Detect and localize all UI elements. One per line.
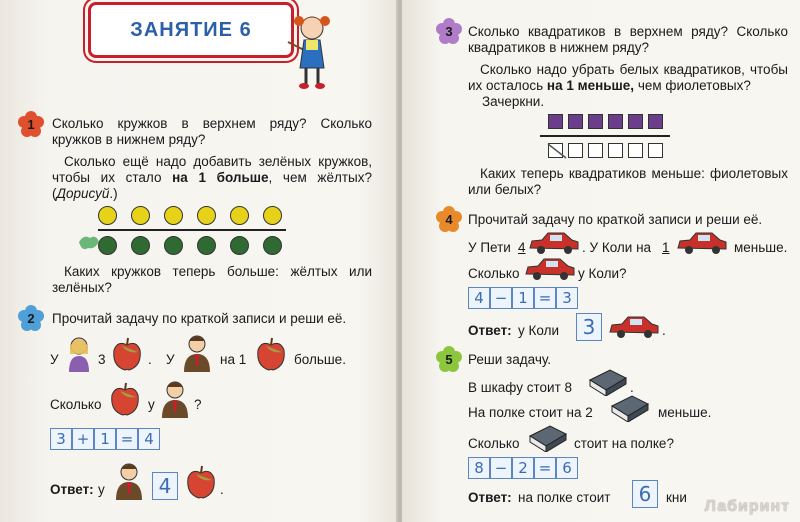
green-circle [164, 236, 183, 255]
solution-cell: 1 [94, 428, 116, 450]
question-mark: ? [194, 397, 202, 412]
girl-pointer-illustration [286, 6, 336, 96]
answer-box: 4 [152, 472, 178, 500]
cross-out-mark [546, 140, 568, 162]
task-4-number: 4 [445, 211, 453, 227]
white-square [568, 143, 583, 158]
task-3-final-question: Каких теперь квадратиков меньше: фиолетовых или белых? [468, 166, 788, 197]
text-na-1: на 1 [220, 352, 247, 367]
answer-label: Ответ: [50, 482, 94, 497]
left-page [0, 0, 398, 522]
yellow-circle [98, 206, 117, 225]
task-3-number: 3 [445, 23, 453, 39]
text-how-many: Сколько [50, 397, 102, 412]
solution-cell: = [116, 428, 138, 450]
period: . [630, 380, 634, 395]
girl-avatar-icon [64, 334, 94, 372]
boy-avatar-icon [158, 378, 192, 418]
apple-icon [184, 464, 218, 500]
white-square [588, 143, 603, 158]
green-scribble [76, 232, 102, 254]
solution-cell: = [534, 457, 556, 479]
solution-cell: − [490, 457, 512, 479]
task-4-intro: Прочитай задачу по краткой записи и реши её. [468, 212, 763, 227]
book-icon [608, 392, 652, 422]
text-more: больше. [294, 352, 346, 367]
car-icon [524, 256, 576, 282]
task-5-line-1: В шкафу стоит 8 [468, 380, 573, 395]
car-icon [528, 230, 580, 256]
task-5-number: 5 [445, 351, 453, 367]
white-square [628, 143, 643, 158]
period: . [148, 352, 152, 367]
solution-cell: − [490, 287, 512, 309]
answer-box: 6 [632, 480, 658, 508]
purple-square [648, 114, 663, 129]
count-4: 4 [518, 240, 526, 255]
period: . [220, 482, 224, 497]
lesson-header [88, 2, 294, 58]
answer-text: на полке стоит [518, 490, 611, 505]
apple-icon [254, 336, 288, 372]
boy-avatar-icon [112, 460, 146, 500]
apple-icon [110, 336, 144, 372]
divider-line [540, 135, 670, 137]
apple-icon [108, 381, 142, 417]
purple-square [568, 114, 583, 129]
text-how-many: Сколько [468, 436, 520, 451]
yellow-circle [230, 206, 249, 225]
right-page [402, 0, 800, 522]
green-circle [263, 236, 282, 255]
answer-box: 3 [576, 313, 602, 341]
solution-cell: 3 [50, 428, 72, 450]
task-1-instruction: Сколько ещё надо добавить зелёных кружков, чтобы их стало на 1 больше, чем жёлтых? (Дорисуй.) [52, 154, 372, 201]
yellow-circle [197, 206, 216, 225]
green-circle [131, 236, 150, 255]
yellow-circle [131, 206, 150, 225]
text-less: меньше. [734, 240, 788, 255]
green-circle [197, 236, 216, 255]
watermark-logo: Лабиринт [704, 498, 790, 515]
answer-label: Ответ: [468, 323, 512, 338]
task-2-intro: Прочитай задачу по краткой записи и реши её. [52, 311, 347, 326]
answer-label: Ответ: [468, 490, 512, 505]
text-u: у [98, 482, 105, 497]
white-square [648, 143, 663, 158]
task-1-final-question: Каких кружков теперь больше: жёлтых или зелёных? [52, 264, 372, 295]
text-u: У [50, 352, 59, 367]
solution-cell: 3 [556, 287, 578, 309]
solution-cell: = [534, 287, 556, 309]
solution-cell: 4 [468, 287, 490, 309]
yellow-circle [164, 206, 183, 225]
solution-cell: 2 [512, 457, 534, 479]
solution-cell: 1 [512, 287, 534, 309]
answer-text: у Коли [518, 323, 559, 338]
count-1: 1 [662, 240, 670, 255]
white-square [608, 143, 623, 158]
book-icon [526, 422, 570, 452]
boy-avatar-icon [180, 332, 214, 372]
text-how-many: Сколько [468, 266, 520, 281]
text-u: У [166, 352, 175, 367]
task-5-intro: Реши задачу. [468, 352, 552, 367]
purple-square [548, 114, 563, 129]
task-3-cross-out: Зачеркни. [482, 94, 545, 109]
text-kolya: . У Коли на [582, 240, 652, 255]
solution-cell: 8 [468, 457, 490, 479]
task-5-question: стоит на полке? [574, 436, 674, 451]
period: . [662, 323, 666, 338]
purple-square [588, 114, 603, 129]
yellow-circle [263, 206, 282, 225]
purple-square [628, 114, 643, 129]
car-icon [608, 314, 660, 340]
count-3: 3 [98, 352, 106, 367]
car-icon [676, 230, 728, 256]
green-circle [230, 236, 249, 255]
solution-cell: + [72, 428, 94, 450]
task-2-number: 2 [27, 310, 35, 326]
divider-line [98, 229, 286, 231]
text-u: у [148, 397, 155, 412]
text-petya: У Пети [468, 240, 511, 255]
lesson-title: ЗАНЯТИЕ 6 [130, 18, 252, 41]
task-3-question-rows: Сколько квадратиков в верхнем ряду? Сколько квадратиков в нижнем ряду? [468, 24, 788, 55]
task-1-question-rows: Сколько кружков в верхнем ряду? Сколько кружков в нижнем ряду? [52, 116, 372, 147]
text-less: меньше. [658, 405, 712, 420]
solution-cell: 6 [556, 457, 578, 479]
text-at-kolya: у Коли? [578, 266, 627, 281]
task-3-instruction: Сколько надо убрать белых квадратиков, чтобы их осталось на 1 меньше, чем фиолетовых? [468, 62, 788, 93]
task-1-number: 1 [27, 116, 35, 132]
purple-square [608, 114, 623, 129]
solution-cell: 4 [138, 428, 160, 450]
task-5-line-2: На полке стоит на 2 [468, 405, 593, 420]
answer-tail-text: кни [666, 490, 687, 505]
